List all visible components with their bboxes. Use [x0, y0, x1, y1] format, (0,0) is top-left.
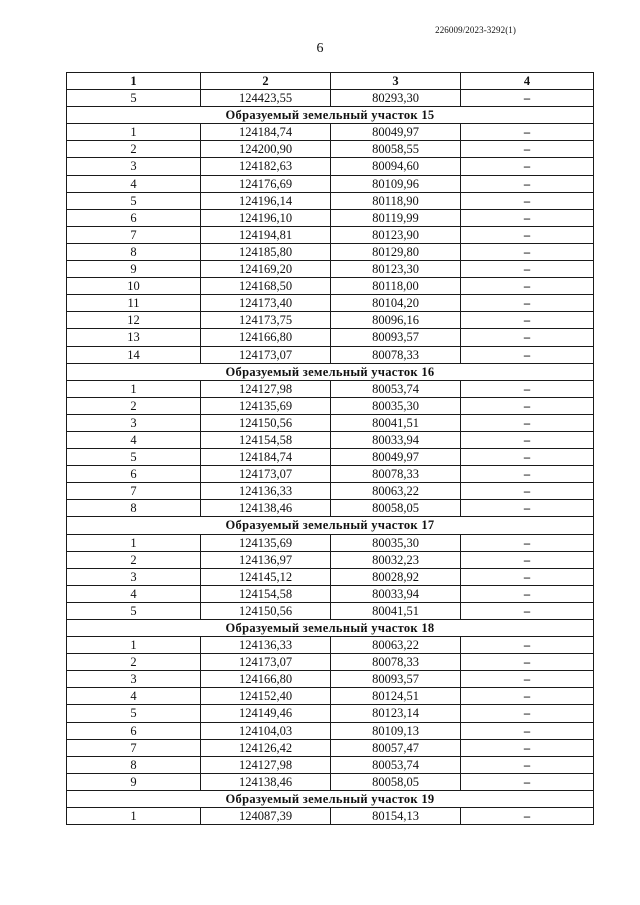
cell-point-number: 9 — [67, 773, 201, 790]
table-row — [67, 534, 594, 551]
cell-point-number: 2 — [67, 141, 201, 158]
table-row — [67, 141, 594, 158]
cell-y-coordinate: 80033,94 — [331, 431, 461, 448]
cell-note: – — [461, 602, 594, 619]
table-row — [67, 278, 594, 295]
cell-x-coordinate: 124166,80 — [201, 671, 331, 688]
cell-y-coordinate: 80053,74 — [331, 380, 461, 397]
cell-y-coordinate: 80041,51 — [331, 414, 461, 431]
cell-point-number: 4 — [67, 585, 201, 602]
table-row — [67, 175, 594, 192]
cell-note: – — [461, 346, 594, 363]
cell-point-number: 3 — [67, 568, 201, 585]
cell-point-number: 3 — [67, 671, 201, 688]
cell-point-number: 7 — [67, 483, 201, 500]
cell-note: – — [461, 192, 594, 209]
table-row — [67, 756, 594, 773]
section-header-row — [67, 107, 594, 124]
table-row — [67, 739, 594, 756]
cell-point-number: 5 — [67, 705, 201, 722]
cell-x-coordinate: 124150,56 — [201, 602, 331, 619]
cell-note: – — [461, 637, 594, 654]
cell-y-coordinate: 80035,30 — [331, 397, 461, 414]
cell-point-number: 7 — [67, 226, 201, 243]
section-header-row — [67, 620, 594, 637]
cell-y-coordinate: 80078,33 — [331, 346, 461, 363]
cell-x-coordinate: 124196,10 — [201, 209, 331, 226]
cell-y-coordinate: 80041,51 — [331, 602, 461, 619]
cell-x-coordinate: 124138,46 — [201, 773, 331, 790]
cell-x-coordinate: 124126,42 — [201, 739, 331, 756]
document-reference: 226009/2023-3292(1) — [435, 25, 516, 35]
cell-note: – — [461, 534, 594, 551]
cell-point-number: 5 — [67, 602, 201, 619]
table-row — [67, 329, 594, 346]
section-title: Образуемый земельный участок 16 — [67, 363, 594, 380]
table-row — [67, 158, 594, 175]
table-row — [67, 192, 594, 209]
table-row — [67, 773, 594, 790]
cell-y-coordinate: 80129,80 — [331, 243, 461, 260]
cell-y-coordinate: 80109,96 — [331, 175, 461, 192]
cell-point-number: 12 — [67, 312, 201, 329]
table-row — [67, 312, 594, 329]
cell-note: – — [461, 654, 594, 671]
cell-point-number: 14 — [67, 346, 201, 363]
cell-x-coordinate: 124168,50 — [201, 278, 331, 295]
cell-x-coordinate: 124138,46 — [201, 500, 331, 517]
cell-y-coordinate: 80033,94 — [331, 585, 461, 602]
table-row — [67, 585, 594, 602]
cell-x-coordinate: 124184,74 — [201, 124, 331, 141]
cell-y-coordinate: 80078,33 — [331, 654, 461, 671]
cell-x-coordinate: 124136,33 — [201, 483, 331, 500]
cell-y-coordinate: 80078,33 — [331, 466, 461, 483]
section-header-row — [67, 790, 594, 807]
cell-y-coordinate: 80058,05 — [331, 500, 461, 517]
table-row — [67, 397, 594, 414]
cell-y-coordinate: 80094,60 — [331, 158, 461, 175]
table-row — [67, 226, 594, 243]
cell-x-coordinate: 124154,58 — [201, 585, 331, 602]
coordinates-table-body — [67, 73, 594, 825]
table-row — [67, 243, 594, 260]
section-header-row — [67, 517, 594, 534]
cell-y-coordinate: 80118,00 — [331, 278, 461, 295]
cell-note: – — [461, 585, 594, 602]
cell-note: – — [461, 431, 594, 448]
table-row — [67, 500, 594, 517]
cell-y-coordinate: 80057,47 — [331, 739, 461, 756]
cell-note: – — [461, 773, 594, 790]
cell-x-coordinate: 124154,58 — [201, 431, 331, 448]
table-row — [67, 637, 594, 654]
cell-x-coordinate: 124135,69 — [201, 397, 331, 414]
cell-note: – — [461, 671, 594, 688]
table-row — [67, 466, 594, 483]
cell-y-coordinate: 80053,74 — [331, 756, 461, 773]
cell-x-coordinate: 124173,40 — [201, 295, 331, 312]
section-title: Образуемый земельный участок 17 — [67, 517, 594, 534]
cell-point-number: 1 — [67, 534, 201, 551]
cell-note: – — [461, 158, 594, 175]
cell-note: – — [461, 312, 594, 329]
cell-point-number: 11 — [67, 295, 201, 312]
cell-note: – — [461, 688, 594, 705]
cell-x-coordinate: 124149,46 — [201, 705, 331, 722]
cell-point-number: 1 — [67, 124, 201, 141]
cell-note: – — [461, 756, 594, 773]
cell-point-number: 1 — [67, 808, 201, 825]
cell-point-number: 5 — [67, 449, 201, 466]
cell-note: – — [461, 380, 594, 397]
cell-point-number: 3 — [67, 414, 201, 431]
table-row — [67, 808, 594, 825]
cell-note: – — [461, 500, 594, 517]
section-header-row — [67, 363, 594, 380]
cell-x-coordinate: 124173,07 — [201, 466, 331, 483]
cell-y-coordinate: 80063,22 — [331, 483, 461, 500]
cell-note: – — [461, 295, 594, 312]
cell-x-coordinate: 124173,07 — [201, 346, 331, 363]
cell-y-coordinate: 80154,13 — [331, 808, 461, 825]
table-row — [67, 209, 594, 226]
cell-y-coordinate: 80058,55 — [331, 141, 461, 158]
cell-x-coordinate: 124196,14 — [201, 192, 331, 209]
cell-x-coordinate: 124200,90 — [201, 141, 331, 158]
cell-y-coordinate: 80093,57 — [331, 671, 461, 688]
cell-y-coordinate: 80109,13 — [331, 722, 461, 739]
cell-y-coordinate: 80118,90 — [331, 192, 461, 209]
cell-note: – — [461, 90, 594, 107]
cell-note: – — [461, 226, 594, 243]
cell-y-coordinate: 80104,20 — [331, 295, 461, 312]
cell-note: – — [461, 449, 594, 466]
cell-y-coordinate: 80049,97 — [331, 124, 461, 141]
table-row — [67, 654, 594, 671]
cell-x-coordinate: 124185,80 — [201, 243, 331, 260]
cell-note: – — [461, 278, 594, 295]
page-number: 6 — [316, 41, 324, 56]
cell-point-number: 5 — [67, 192, 201, 209]
section-title: Образуемый земельный участок 15 — [67, 107, 594, 124]
cell-point-number: 6 — [67, 466, 201, 483]
cell-point-number: 6 — [67, 722, 201, 739]
cell-x-coordinate: 124087,39 — [201, 808, 331, 825]
cell-note: – — [461, 124, 594, 141]
cell-point-number: 2 — [67, 397, 201, 414]
cell-y-coordinate: 80063,22 — [331, 637, 461, 654]
cell-point-number: 7 — [67, 739, 201, 756]
cell-point-number: 1 — [67, 380, 201, 397]
table-row — [67, 602, 594, 619]
cell-y-coordinate: 80123,90 — [331, 226, 461, 243]
cell-note: – — [461, 414, 594, 431]
table-row — [67, 671, 594, 688]
table-row — [67, 449, 594, 466]
cell-x-coordinate: 124169,20 — [201, 261, 331, 278]
column-header-note: 4 — [461, 73, 594, 90]
cell-x-coordinate: 124136,33 — [201, 637, 331, 654]
cell-note: – — [461, 243, 594, 260]
cell-point-number: 13 — [67, 329, 201, 346]
table-row — [67, 705, 594, 722]
cell-x-coordinate: 124136,97 — [201, 551, 331, 568]
table-row — [67, 568, 594, 585]
table-row — [67, 431, 594, 448]
table-row — [67, 688, 594, 705]
cell-y-coordinate: 80049,97 — [331, 449, 461, 466]
section-title: Образуемый земельный участок 19 — [67, 790, 594, 807]
cell-x-coordinate: 124194,81 — [201, 226, 331, 243]
cell-note: – — [461, 397, 594, 414]
cell-note: – — [461, 141, 594, 158]
cell-y-coordinate: 80058,05 — [331, 773, 461, 790]
cell-point-number: 5 — [67, 90, 201, 107]
cell-note: – — [461, 466, 594, 483]
cell-x-coordinate: 124423,55 — [201, 90, 331, 107]
cell-note: – — [461, 483, 594, 500]
cell-point-number: 4 — [67, 431, 201, 448]
table-header-row — [67, 73, 594, 90]
cell-y-coordinate: 80123,30 — [331, 261, 461, 278]
cell-note: – — [461, 739, 594, 756]
cell-point-number: 2 — [67, 654, 201, 671]
cell-note: – — [461, 722, 594, 739]
table-row — [67, 483, 594, 500]
table-row — [67, 414, 594, 431]
cell-point-number: 6 — [67, 209, 201, 226]
cell-point-number: 10 — [67, 278, 201, 295]
cell-x-coordinate: 124145,12 — [201, 568, 331, 585]
cell-point-number: 8 — [67, 756, 201, 773]
cell-note: – — [461, 175, 594, 192]
cell-note: – — [461, 329, 594, 346]
cell-x-coordinate: 124184,74 — [201, 449, 331, 466]
cell-x-coordinate: 124127,98 — [201, 380, 331, 397]
cell-x-coordinate: 124173,75 — [201, 312, 331, 329]
cell-note: – — [461, 568, 594, 585]
cell-point-number: 1 — [67, 637, 201, 654]
cell-point-number: 3 — [67, 158, 201, 175]
cell-y-coordinate: 80123,14 — [331, 705, 461, 722]
table-row — [67, 295, 594, 312]
cell-y-coordinate: 80124,51 — [331, 688, 461, 705]
table-row — [67, 722, 594, 739]
column-header-x: 2 — [201, 73, 331, 90]
cell-note: – — [461, 705, 594, 722]
cell-y-coordinate: 80096,16 — [331, 312, 461, 329]
cell-x-coordinate: 124173,07 — [201, 654, 331, 671]
column-header-y: 3 — [331, 73, 461, 90]
column-header-point-number: 1 — [67, 73, 201, 90]
cell-x-coordinate: 124166,80 — [201, 329, 331, 346]
table-row — [67, 551, 594, 568]
cell-y-coordinate: 80293,30 — [331, 90, 461, 107]
table-row — [67, 380, 594, 397]
cell-y-coordinate: 80035,30 — [331, 534, 461, 551]
cell-y-coordinate: 80119,99 — [331, 209, 461, 226]
cell-x-coordinate: 124176,69 — [201, 175, 331, 192]
coordinates-table — [66, 72, 594, 825]
cell-x-coordinate: 124152,40 — [201, 688, 331, 705]
cell-note: – — [461, 551, 594, 568]
cell-point-number: 2 — [67, 551, 201, 568]
cell-note: – — [461, 261, 594, 278]
cell-note: – — [461, 808, 594, 825]
cell-x-coordinate: 124150,56 — [201, 414, 331, 431]
cell-point-number: 4 — [67, 688, 201, 705]
cell-point-number: 8 — [67, 243, 201, 260]
table-row — [67, 90, 594, 107]
cell-x-coordinate: 124127,98 — [201, 756, 331, 773]
cell-y-coordinate: 80028,92 — [331, 568, 461, 585]
table-row — [67, 124, 594, 141]
cell-point-number: 9 — [67, 261, 201, 278]
cell-x-coordinate: 124135,69 — [201, 534, 331, 551]
cell-point-number: 8 — [67, 500, 201, 517]
cell-x-coordinate: 124104,03 — [201, 722, 331, 739]
cell-point-number: 4 — [67, 175, 201, 192]
cell-x-coordinate: 124182,63 — [201, 158, 331, 175]
table-row — [67, 346, 594, 363]
table-row — [67, 261, 594, 278]
cell-note: – — [461, 209, 594, 226]
cell-y-coordinate: 80093,57 — [331, 329, 461, 346]
cell-y-coordinate: 80032,23 — [331, 551, 461, 568]
section-title: Образуемый земельный участок 18 — [67, 620, 594, 637]
